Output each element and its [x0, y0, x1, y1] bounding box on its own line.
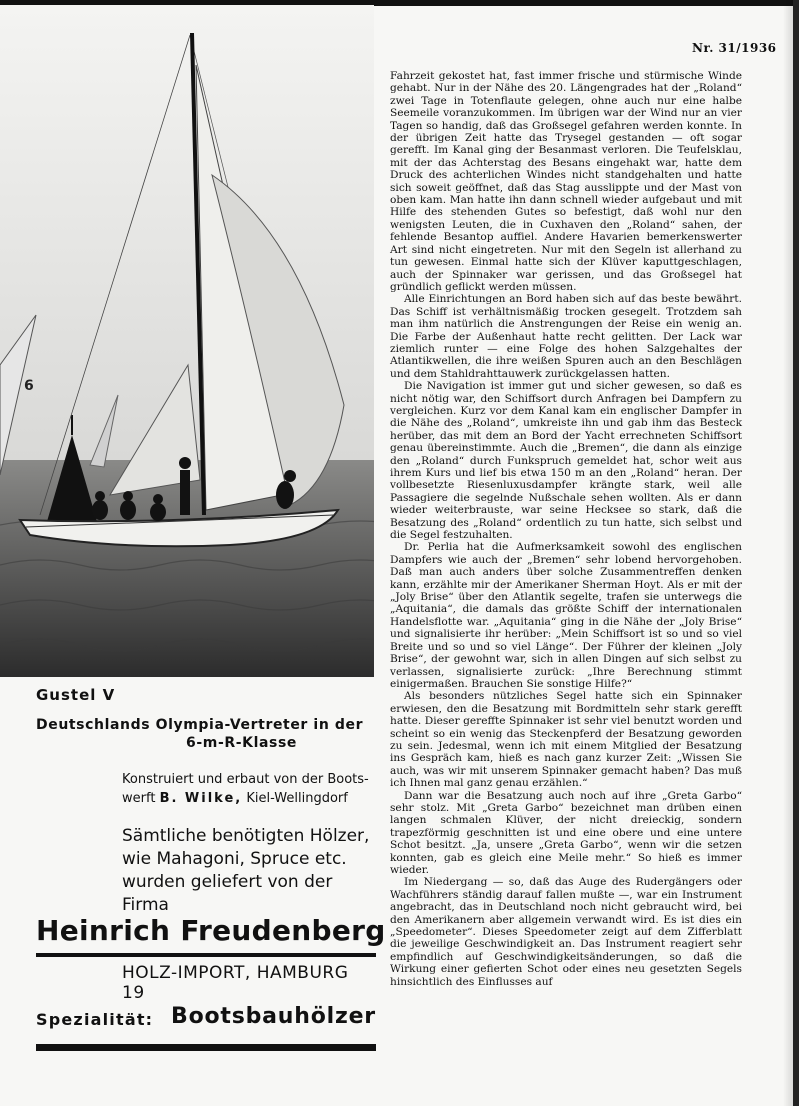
- article-paragraph: Alle Einrichtungen an Bord haben sich auf das beste bewährt. Das Schiff ist verhältnismäßig trocken gesegelt. Trotzdem sah man ihm natürlich die Anstrengungen der Reise ein wenig an. Die Farbe der Außenhaut hatte recht gelitten. Der Lack war ziemlich runter — eine Folge des hohen Salzgehaltes der Atlantikwellen, die ihre weißen Spuren auch an den Beschlägen und dem Stahldrahttauwerk zurückgelassen hatten.: [390, 293, 742, 380]
- article-paragraph: Dann war die Besatzung auch noch auf ihre „Greta Garbo“ sehr stolz. Mit „Greta Garbo“ bezeichnet man drüben einen langen schmalen Klüver, der nicht dreieckig, sondern trapezförmig geschnitten ist und eine obere und eine untere Schot besitzt. „Ja, unsere „Greta Garbo“, wenn wir die setzen konnten, gab es gleich eine Meile mehr.“ So hieß es immer wieder.: [390, 789, 742, 876]
- page-number: Nr. 31/1936: [692, 41, 777, 55]
- right-border: [793, 0, 799, 1106]
- article-paragraph: Dr. Perlia hat die Aufmerksamkeit sowohl des englischen Dampfers wie auch der „Bremen“ sehr lobend hervorgehoben. Daß man auch anders über solche Zusammentreffen denken kann, erzählte mir der Amerikaner Sherman Hoyt. Als er mit der „Joly Brise“ über den Atlantik segelte, trafen sie unterwegs die „Aquitania“, die damals das größte Schiff der internationalen Handelsflotte war. „Aquitania“ ging in die Nähe der „Joly Brise“ und signalisierte ihr herüber: „Mein Schiffsort ist so und so viel Breite und so und so viel Länge“. Der Führer der kleinen „Joly Brise“, der gewohnt war, sich in allen Dingen auf sich selbst zu verlassen, signalisierte zurück: „Ihre Berechnung stimmt einigermaßen. Brauchen Sie sonstige Hilfe?“: [390, 541, 742, 690]
- ad-subtitle: Deutschlands Olympia-Vertreter in der: [36, 717, 364, 733]
- ad-supply-text: Sämtliche benötigten Hölzer, wie Mahagoni, Spruce etc. wurden geliefert von der Firma: [122, 826, 370, 915]
- article-paragraph: Als besonders nützliches Segel hatte sich ein Spinnaker erwiesen, den die Besatzung mit Bordmitteln sehr stark gerefft hatte. Dieser gereffte Spinnaker ist sehr viel benutzt worden und scheint so ein wenig das Steckenpferd der Besatzung geworden zu sein. Jedesmal, wenn ich mit einem Mitglied der Besatzung ins Gespräch kam, hieß es nach ganz kurzer Zeit: „Wissen Sie auch, was wir mit unserem Spinnaker gemacht haben? Das muß ich Ihnen mal ganz genau erzählen.“: [390, 690, 742, 790]
- ad-builder: [122, 770, 376, 808]
- ad-builder-name: B. Wilke,: [159, 791, 243, 806]
- article-paragraph: Im Niedergang — so, daß das Auge des Rudergängers oder Wachführers ständig darauf fallen mußte —, war ein Instrument angebracht, das in Deutschland noch nicht gebraucht wird, bei den Amerikanern aber allgemein verwandt wird. Es ist dies ein „Speedometer“. Dieses Speedometer zeigt auf dem Zifferblatt die jeweilige Geschwindigkeit an. Das Instrument reagiert sehr empfindlich auf Geschwindigkeitsänderungen, so daß die Wirkung einer gefierten Schot oder eines neu gesetzten Segels hinsichtlich des Einflusses auf: [390, 876, 742, 988]
- sail-number: 6: [24, 378, 34, 394]
- ad-builder-prefix: Konstruiert und erbaut von der Boots-werft: [122, 772, 369, 806]
- ad-bottom-rule: [36, 1044, 376, 1051]
- ad-specialty-value: Bootsbauhölzer: [171, 1004, 376, 1029]
- article-paragraph: Die Navigation ist immer gut und sicher gewesen, so daß es nicht nötig war, den Schiffsort durch Anfragen bei Dampfern zu vergleichen. Kurz vor dem Kanal kam ein englischer Dampfer in die Nähe des „Roland“, umkreiste ihn und gab ihm das Besteck herüber, das mit dem an Bord der Yacht errechneten Schiffsort genau übereinstimmte. Auch die „Bremen“, die dann als einzige den „Roland“ durch Funkspruch gemeldet hat, schor weit aus ihrem Kurs und lief bis etwa 150 m an den „Roland“ heran. Der vollbesetzte Riesenluxusdampfer krängte stark, weil alle Passagiere die segelnde Nußschale sehen wollten. Als er dann wieder weiterbrauste, war seine Hecksee so stark, daß die Besatzung des „Roland“ ordentlich zu tun hatte, sich selbst und die Segel festzuhalten.: [390, 380, 742, 542]
- ad-builder-suffix: Kiel-Wellingdorf: [246, 791, 348, 806]
- ad-subtitle-class: 6-m-R-Klasse: [186, 735, 297, 751]
- ad-firm-name: Heinrich Freudenberg: [36, 914, 386, 947]
- ad-title: Gustel V: [36, 686, 116, 704]
- ad-firm-address: HOLZ-IMPORT, HAMBURG 19: [122, 963, 349, 1003]
- article-column: [390, 70, 742, 988]
- yacht-photograph: [0, 5, 374, 677]
- article-paragraph: Fahrzeit gekostet hat, fast immer frische und stürmische Winde gehabt. Nur in der Nähe des 20. Längengrades hat der „Roland“ zwei Tage in Totenflaute gelegen, ohne auch nur eine halbe Seemeile voranzukommen. Im übrigen war der Wind nur an vier Tagen so handig, daß das Großsegel gefahren werden konnte. In der übrigen Zeit hatte das Trysegel gestanden — oft sogar gerefft. Im Kanal ging der Besanmast verloren. Die Teufelsklau, mit der das Achterstag des Besans eingehakt war, hatte dem Druck des achterlichen Windes nicht standgehalten und hatte sich soweit geöffnet, daß das Stag ausslippte und der Mast von oben kam. Man hatte ihn dann schnell wieder aufgebaut und mit Hilfe des stehenden Gutes so befestigt, daß wohl nur den wenigsten Leuten, die in Cuxhaven den „Roland“ sahen, der fehlende Besantop auffiel. Andere Havarien bemerkenswerter Art sind nicht eingetreten. Nur mit den Segeln ist allerhand zu tun gewesen. Einmal hatte sich der Klüver kaputtgeschlagen, auch der Spinnaker war gerissen, und das Großsegel hat gründlich geflickt werden müssen.: [390, 70, 742, 293]
- page-gutter-shadow: [783, 0, 793, 1106]
- ad-firm-underline: [36, 953, 376, 957]
- ad-specialty-label: Spezialität:: [36, 1010, 154, 1029]
